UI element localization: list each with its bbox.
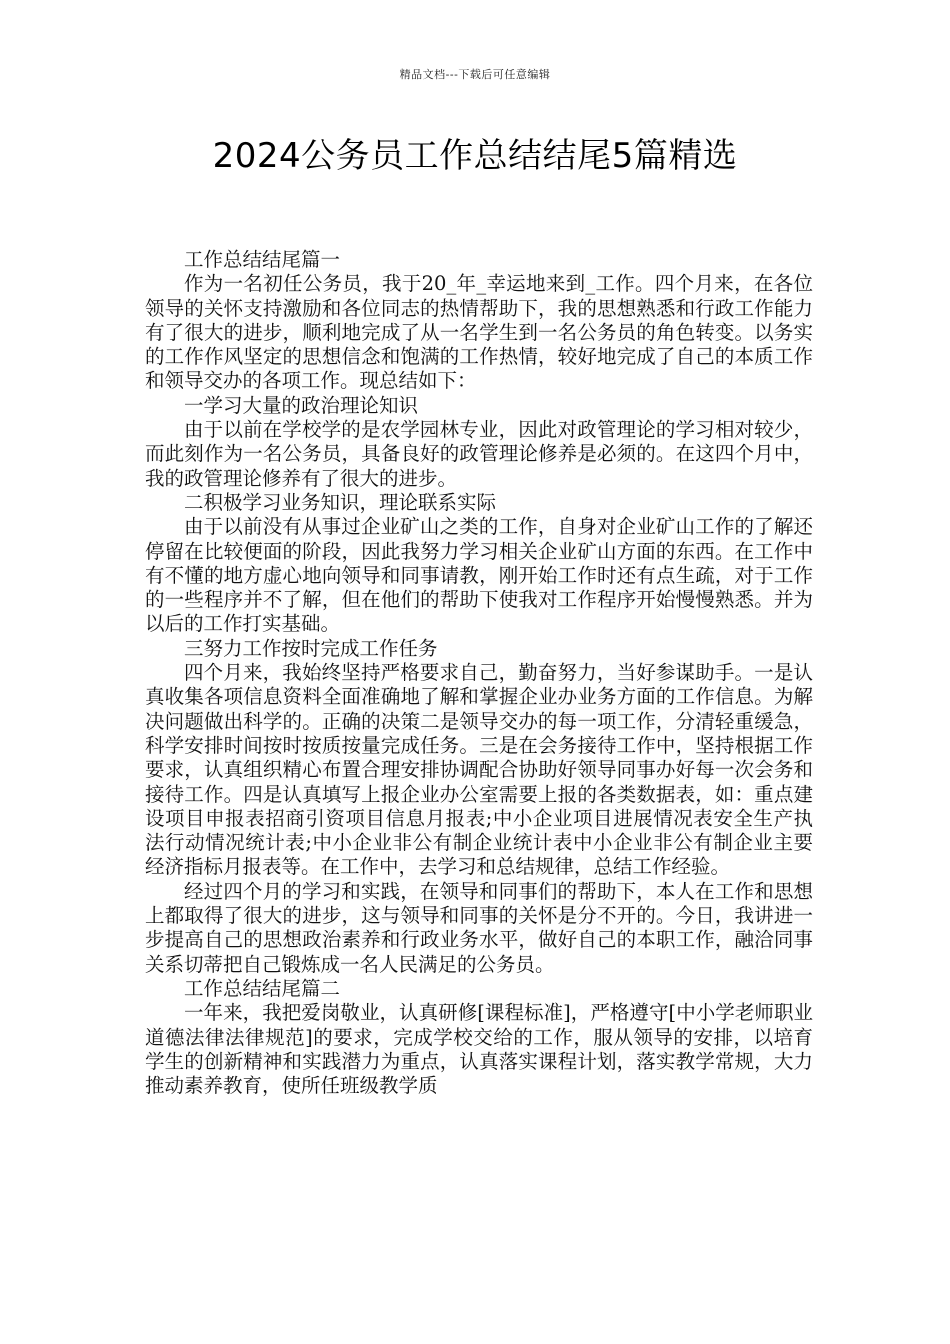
section-heading: 三努力工作按时完成工作任务: [184, 636, 438, 660]
body-paragraph: 经过四个月的学习和实践，在领导和同事们的帮助下，本人在工作和思想上都取得了很大的进步，这与领导和同事的关怀是分不开的。今日，我讲进一步提高自己的思想政治素养和行政业务水平，做好自己的本职工作，融洽同事关系切蒂把自己锻炼成一名人民满足的公务员。: [145, 879, 813, 976]
header-note: 精品文档---下载后可任意编辑: [399, 68, 551, 81]
section-heading: 二积极学习业务知识，理论联系实际: [184, 490, 497, 514]
document-title: 2024公务员工作总结结尾5篇精选: [212, 136, 738, 176]
body-paragraph: 四个月来，我始终坚持严格要求自己，勤奋努力，当好参谋助手。一是认真收集各项信息资料全面准确地了解和掌握企业办业务方面的工作信息。为解决问题做出科学的。正确的决策二是领导交办的每一项工作，分清轻重缓急，科学安排时间按时按质按量完成任务。三是在会务接待工作中，坚持根据工作要求，认真组织精心布置合理安排协调配合协助好领导同事办好每一次会务和接待工作。四是认真填写上报企业办公室需要上报的各类数据表，如：重点建设项目申报表招商引资项目信息月报表;中小企业项目进展情况表安全生产执法行动情况统计表;中小企业非公有制企业统计表中小企业非公有制企业主要经济指标月报表等。在工作中，去学习和总结规律，总结工作经验。: [145, 661, 813, 879]
section-heading: 工作总结结尾篇二: [184, 976, 341, 1000]
section-heading: 工作总结结尾篇一: [184, 248, 341, 271]
body-paragraph: 由于以前没有从事过企业矿山之类的工作，自身对企业矿山工作的了解还停留在比较便面的阶段，因此我努力学习相关企业矿山方面的东西。在工作中有不懂的地方虚心地向领导和同事请教，刚开始工作时还有点生疏，对于工作的一些程序并不了解，但在他们的帮助下使我对工作程序开始慢慢熟悉。并为以后的工作打实基础。: [145, 515, 813, 636]
section-heading: 一学习大量的政治理论知识: [184, 393, 419, 417]
body-paragraph: 一年来，我把爱岗敬业，认真研修[课程标准]，严格遵守[中小学老师职业道德法律法律规范]的要求，完成学校交给的工作，服从领导的安排，以培育学生的创新精神和实践潜力为重点，认真落实课程计划，落实教学常规，大力推动素养教育，使所任班级教学质: [145, 1001, 813, 1098]
body-paragraph: 作为一名初任公务员，我于20_年_幸运地来到_工作。四个月来，在各位领导的关怀支持激励和各位同志的热情帮助下，我的思想熟悉和行政工作能力有了很大的进步，顺利地完成了从一名学生到一名公务员的角色转变。以务实的工作作风坚定的思想信念和饱满的工作热情，较好地完成了自己的本质工作和领导交办的各项工作。现总结如下：: [145, 272, 813, 393]
body-paragraph: 由于以前在学校学的是农学园林专业，因此对政管理论的学习相对较少，而此刻作为一名公务员，具备良好的政管理论修养是必须的。在这四个月中，我的政管理论修养有了很大的进步。: [145, 418, 813, 490]
document-body: [145, 248, 813, 1098]
